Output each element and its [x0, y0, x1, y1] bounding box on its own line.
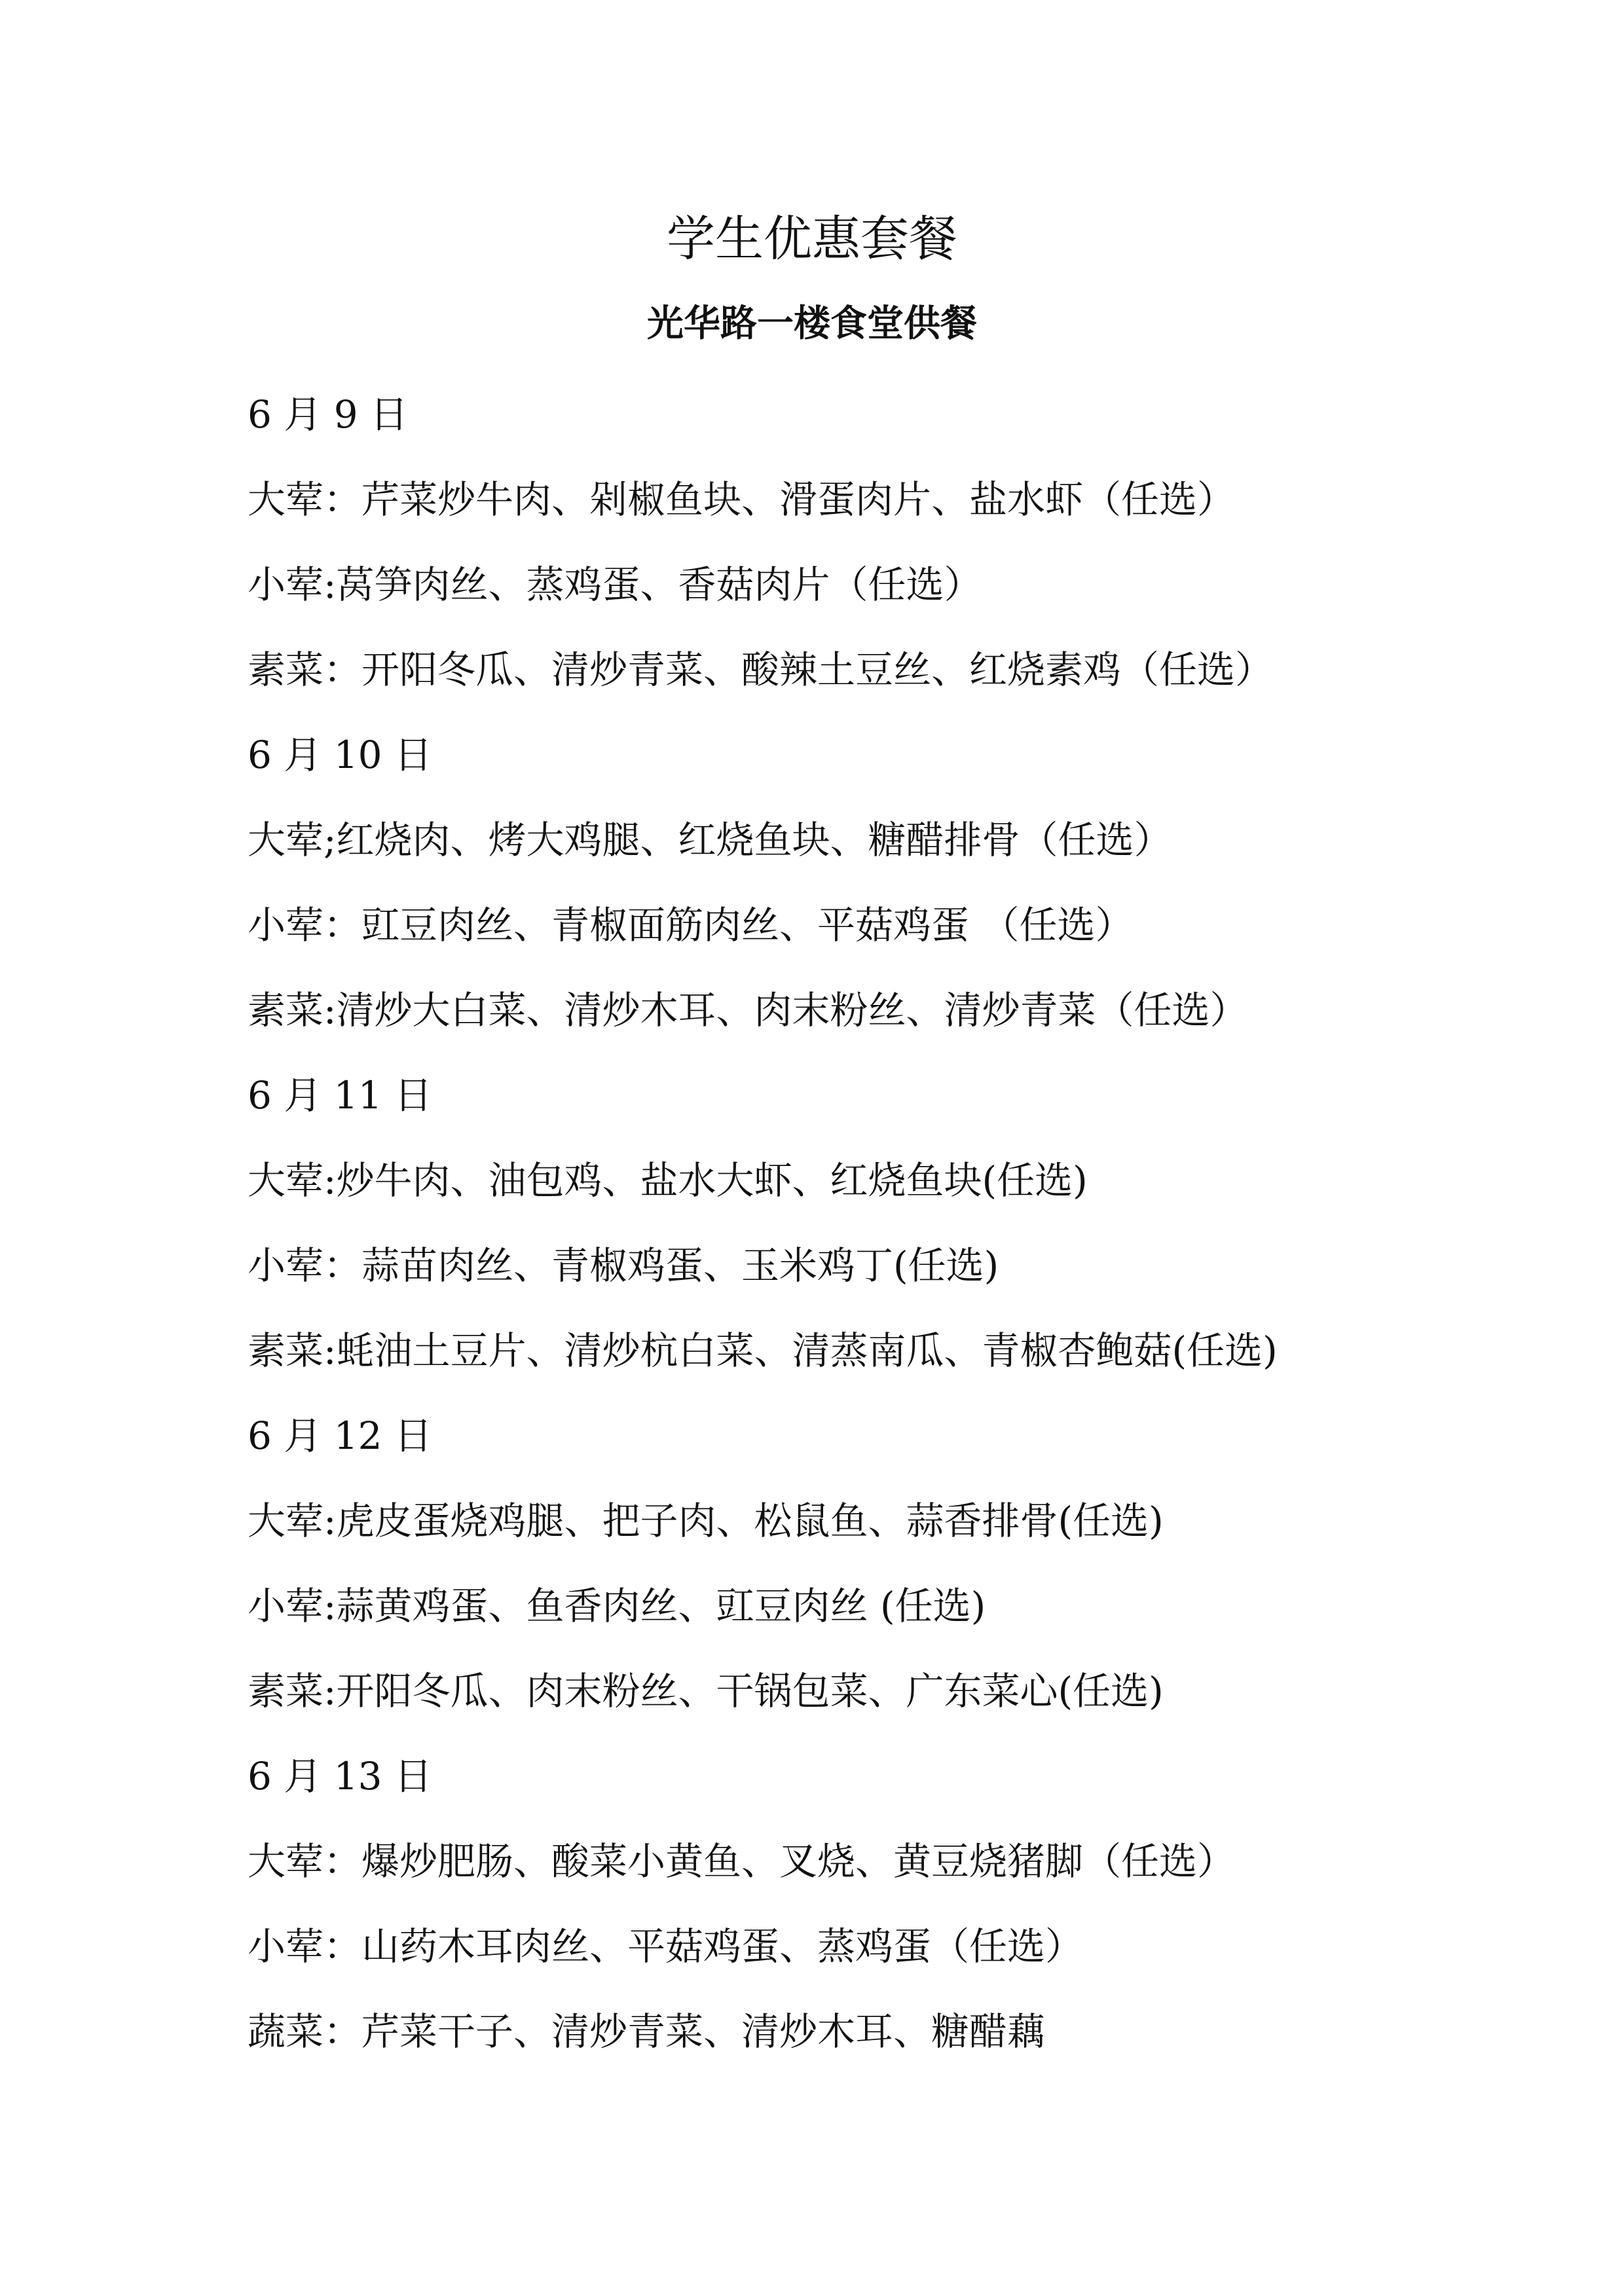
menu-line: 小荤：蒜苗肉丝、青椒鸡蛋、玉米鸡丁(任选): [248, 1243, 999, 1288]
menu-line: 小荤:蒜黄鸡蛋、鱼香肉丝、豇豆肉丝 (任选): [248, 1584, 986, 1628]
menu-line: 素菜:开阳冬瓜、肉末粉丝、干锅包菜、广东菜心(任选): [248, 1669, 1164, 1713]
menu-line: 大荤;红烧肉、烤大鸡腿、红烧鱼块、糖醋排骨（任选）: [248, 818, 1172, 862]
menu-line: 素菜：开阳冬瓜、清炒青菜、酸辣土豆丝、红烧素鸡（任选）: [248, 647, 1274, 692]
menu-line: 素菜:清炒大白菜、清炒木耳、肉末粉丝、清炒青菜（任选）: [248, 988, 1248, 1032]
menu-line: 大荤：芹菜炒牛肉、剁椒鱼块、滑蛋肉片、盐水虾（任选）: [248, 477, 1236, 522]
menu-line: 素菜:蚝油土豆片、清炒杭白菜、清蒸南瓜、青椒杏鲍菇(任选): [248, 1328, 1278, 1373]
page-title: 学生优惠套餐: [667, 211, 957, 267]
menu-line: 蔬菜：芹菜干子、清炒青菜、清炒木耳、糖醋藕: [248, 2009, 1046, 2054]
page-subtitle: 光华路一楼食堂供餐: [647, 302, 977, 345]
date-heading: 6 月 13 日: [248, 1754, 433, 1798]
menu-line: 小荤：山药木耳肉丝、平菇鸡蛋、蒸鸡蛋（任选）: [248, 1924, 1084, 1969]
date-heading: 6 月 11 日: [248, 1073, 433, 1118]
menu-line: 大荤:虎皮蛋烧鸡腿、把子肉、松鼠鱼、蒜香排骨(任选): [248, 1499, 1164, 1543]
date-heading: 6 月 9 日: [248, 392, 409, 437]
menu-line: 大荤：爆炒肥肠、酸菜小黄鱼、叉烧、黄豆烧猪脚（任选）: [248, 1839, 1236, 1884]
menu-line: 小荤：豇豆肉丝、青椒面筋肉丝、平菇鸡蛋 （任选）: [248, 903, 1134, 947]
date-heading: 6 月 12 日: [248, 1413, 433, 1458]
menu-line: 大荤:炒牛肉、油包鸡、盐水大虾、红烧鱼块(任选): [248, 1158, 1088, 1203]
menu-line: 小荤:莴笋肉丝、蒸鸡蛋、香菇肉片（任选）: [248, 562, 982, 607]
date-heading: 6 月 10 日: [248, 733, 433, 777]
menu-list: [248, 372, 1590, 2074]
